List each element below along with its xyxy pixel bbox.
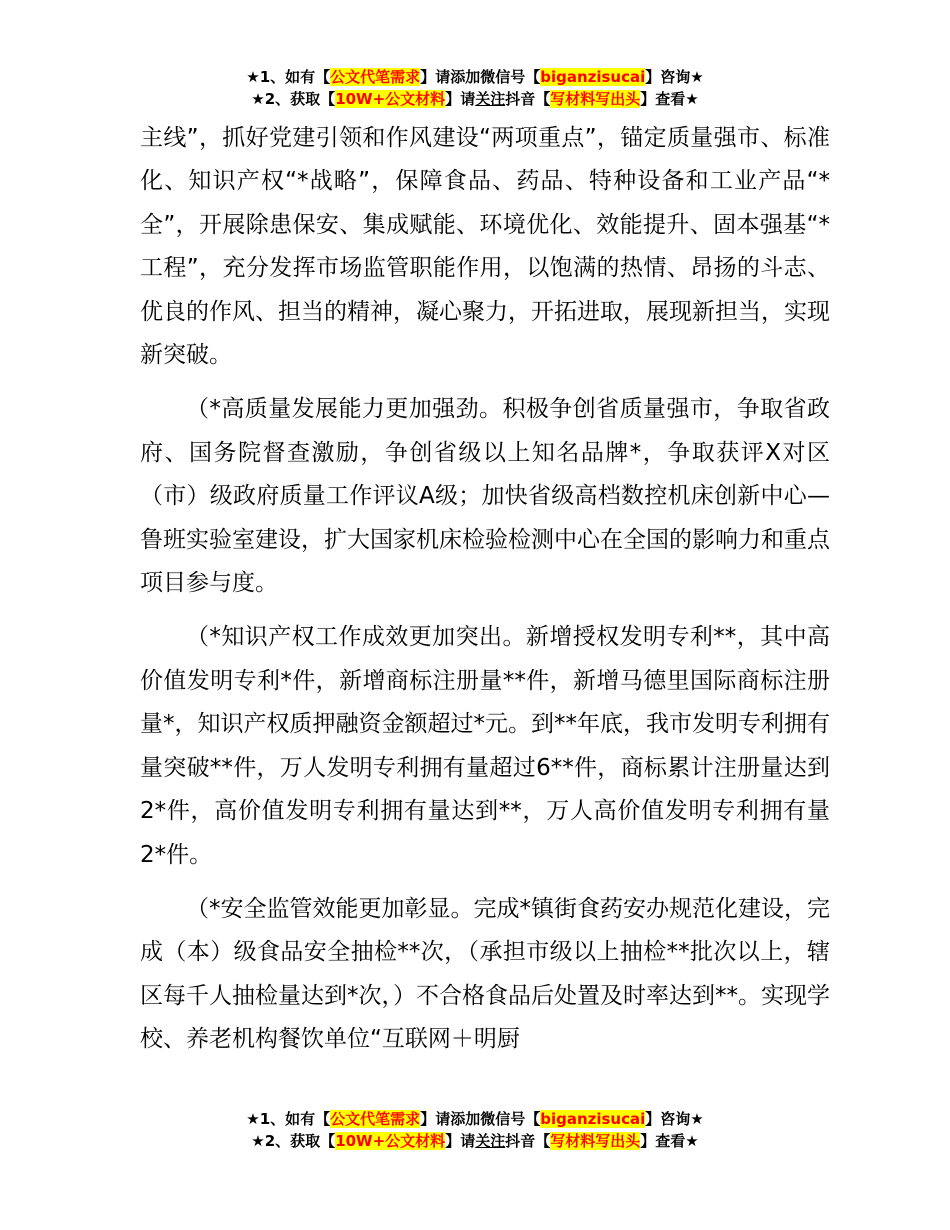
star-icon: ★	[246, 1110, 260, 1128]
highlight-materials: 10W+公文材料	[335, 1132, 446, 1150]
document-body	[140, 117, 830, 1073]
follow-text: 关注	[475, 1132, 506, 1150]
banner-line-1: ★1、如有【公文代笔需求】请添加微信号【biganzisucai】咨询★	[246, 1110, 704, 1128]
highlight-service: 公文代笔需求	[330, 68, 421, 86]
follow-text: 关注	[475, 90, 506, 108]
paragraph-safety-supervision: （*安全监管效能更加彰显。完成*镇街食药安办规范化建设，完成（本）级食品安全抽检**次，（承担市级以上抽检**批次以上，辖区每千人抽检量达到*次，）不合格食品后处置及时率达到**。实现学校、养老机构餐饮单位“互联网＋明厨	[140, 895, 830, 1053]
paragraph-continuation: 主线”，抓好党建引领和作风建设“两项重点”，锚定质量强市、标准化、知识产权“*战略”，保障食品、药品、特种设备和工业产品“*全”，开展除患保安、集成赋能、环境优化、效能提升、固本强基“*工程”，充分发挥市场监管职能作用，以饱满的热情、昂扬的斗志、优良的作风、担当的精神，凝心聚力，开拓进取，展现新担当，实现新突破。	[140, 125, 830, 369]
star-icon: ★	[251, 1132, 265, 1150]
highlight-materials: 10W+公文材料	[335, 90, 446, 108]
wechat-id: biganzisucai	[540, 68, 646, 86]
highlight-service: 公文代笔需求	[330, 1110, 421, 1128]
banner-line-2: ★2、获取【10W+公文材料】请关注抖音【写材料写出头】查看★	[251, 1132, 699, 1150]
header-banner	[0, 66, 950, 110]
paragraph-intellectual-property: （*知识产权工作成效更加突出。新增授权发明专利**，其中高价值发明专利*件，新增商标注册量**件，新增马德里国际商标注册量*，知识产权质押融资金额超过*元。到**年底，我市发明专利拥有量突破**件，万人发明专利拥有量超过6**件，商标累计注册量达到2*件，高价值发明专利拥有量达到**，万人高价值发明专利拥有量2*件。	[140, 624, 830, 868]
banner-line-2: ★2、获取【10W+公文材料】请关注抖音【写材料写出头】查看★	[251, 90, 699, 108]
star-icon: ★	[251, 90, 265, 108]
banner-line-1: ★1、如有【公文代笔需求】请添加微信号【biganzisucai】咨询★	[246, 68, 704, 86]
footer-banner	[0, 1108, 950, 1152]
douyin-account: 写材料写出头	[550, 90, 641, 108]
wechat-id: biganzisucai	[540, 1110, 646, 1128]
paragraph-quality-development: （*高质量发展能力更加强劲。积极争创省质量强市，争取省政府、国务院督查激励，争创省级以上知名品牌*，争取获评X对区（市）级政府质量工作评议A级；加快省级高档数控机床创新中心—鲁班实验室建设，扩大国家机床检验检测中心在全国的影响力和重点项目参与度。	[140, 396, 830, 597]
douyin-account: 写材料写出头	[550, 1132, 641, 1150]
star-icon: ★	[246, 68, 260, 86]
